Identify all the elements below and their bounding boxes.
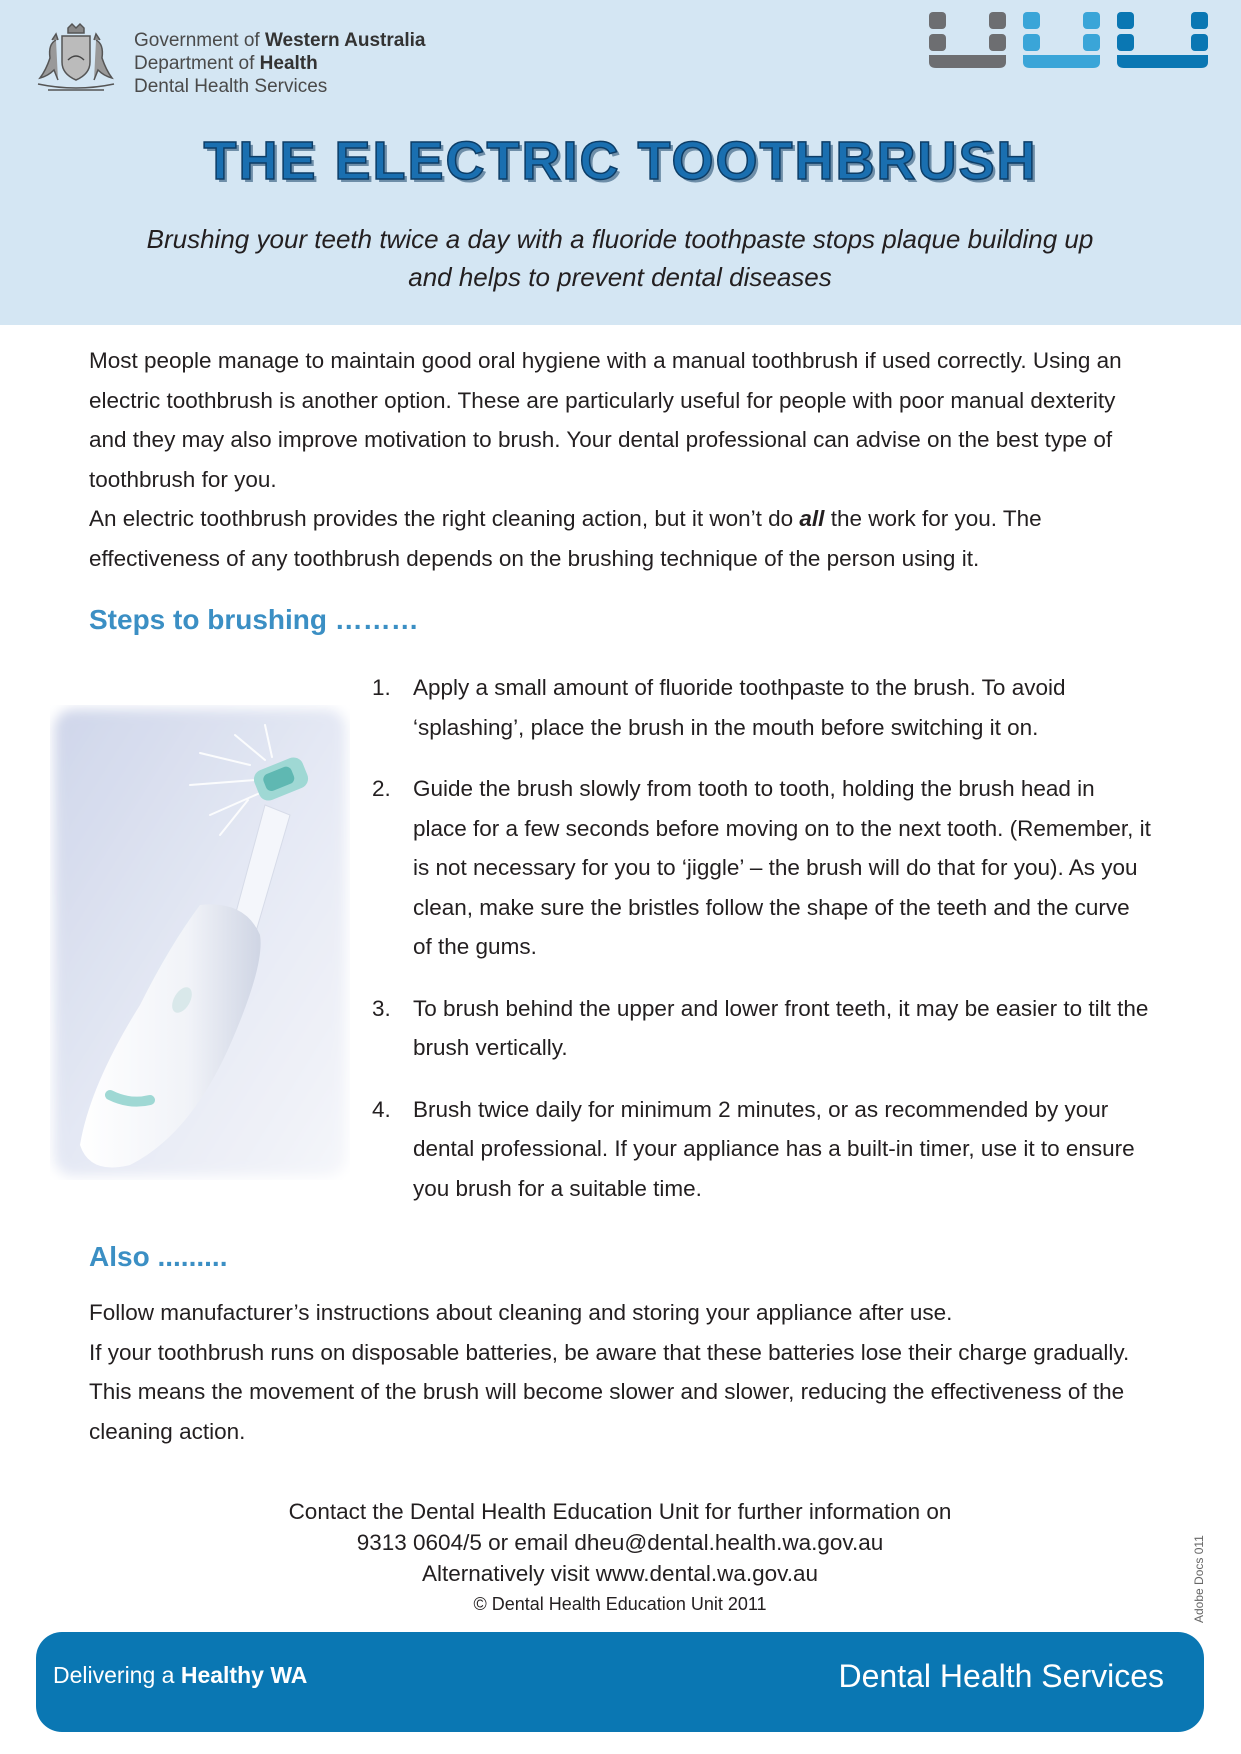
footer-tagline-bold: Healthy WA — [180, 1662, 308, 1688]
step-text: Guide the brush slowly from tooth to tooth, holding the brush head in place for a few seconds before moving on to the next tooth. (Remember, it is not necessary for you to ‘jiggle’ – the brush will do that for you). As you clean, make sure the bristles follow the shape of the teeth and the curve of the gums. — [413, 776, 1151, 959]
step-number: 2. — [372, 776, 391, 801]
list-item — [372, 769, 1152, 967]
footer-tagline-prefix: Delivering a — [53, 1662, 181, 1688]
contact-line-3: Alternatively visit www.dental.wa.gov.au — [421, 1561, 818, 1586]
intro-p2-emphasis: all — [799, 506, 825, 531]
step-text: To brush behind the upper and lower front teeth, it may be easier to tilt the brush vertically. — [413, 995, 1149, 1060]
electric-toothbrush-image — [50, 705, 350, 1180]
page-subtitle: Brushing your teeth twice a day with a fluoride toothpaste stops plaque building up and helps to prevent dental diseases — [146, 224, 1094, 292]
gov-line3: Dental Health Services — [134, 76, 328, 97]
intro-section — [89, 341, 1149, 578]
steps-heading: Steps to brushing ……… — [89, 604, 419, 635]
page-title: THE ELECTRIC TOOTHBRUSH — [203, 131, 1038, 191]
contact-line-2: 9313 0604/5 or email dheu@dental.health.wa.gov.au — [356, 1530, 884, 1555]
gov-line2-bold: Health — [259, 53, 318, 74]
intro-p2-after: the work for you. The effectiveness of any toothbrush depends on the brushing technique of the person using it. — [89, 506, 1042, 571]
also-section — [89, 1293, 1149, 1451]
header-banner — [0, 0, 1241, 325]
step-text: Brush twice daily for minimum 2 minutes, or as recommended by your dental professional. If your appliance has a built-in timer, use it to ensure you brush for a suitable time. — [413, 1096, 1135, 1201]
list-item — [372, 1090, 1152, 1209]
gov-line2-prefix: Department of — [134, 53, 260, 74]
intro-paragraph-2 — [89, 499, 1149, 578]
wa-coat-of-arms-icon — [28, 22, 124, 98]
gov-line1-bold: Western Australia — [264, 30, 426, 51]
copyright: © Dental Health Education Unit 2011 — [473, 1594, 767, 1614]
step-number: 1. — [372, 675, 391, 700]
step-number: 4. — [372, 1096, 391, 1122]
intro-p2-before: An electric toothbrush provides the right cleaning action, but it won’t do — [89, 506, 800, 531]
document-code: Adobe Docs 011 — [1192, 1535, 1206, 1623]
footer-bar — [36, 1632, 1204, 1732]
teeth-logo-icon — [925, 8, 1215, 72]
intro-paragraph-1: Most people manage to maintain good oral hygiene with a manual toothbrush if used correctly. Using an electric toothbrush is another option. These are particularly useful for people with poor manual dexterity and they may also improve motivation to brush. Your dental professional can advise on the best type of toothbrush for you. — [89, 348, 1122, 492]
footer-tagline — [53, 1662, 307, 1689]
gov-line1-prefix: Government of — [134, 30, 265, 51]
also-paragraph-2: If your toothbrush runs on disposable batteries, be aware that these batteries lose their charge gradually. This means the movement of the brush will become slower and slower, reducing the effectiveness of the cleaning action. — [89, 1339, 1130, 1444]
also-paragraph-1: Follow manufacturer’s instructions about cleaning and storing your appliance after use. — [89, 1300, 953, 1325]
also-heading: Also ......... — [89, 1241, 228, 1272]
step-text: Apply a small amount of fluoride toothpaste to the brush. To avoid ‘splashing’, place the brush in the mouth before switching it on. — [413, 675, 1066, 740]
contact-info — [200, 1496, 1040, 1619]
list-item — [372, 989, 1152, 1068]
list-item — [372, 668, 1152, 747]
contact-line-1: Contact the Dental Health Education Unit for further information on — [288, 1499, 952, 1524]
step-number: 3. — [372, 995, 391, 1021]
government-branding — [134, 29, 425, 98]
steps-list — [372, 668, 1152, 1208]
footer-brand: Dental Health Services — [838, 1658, 1164, 1694]
